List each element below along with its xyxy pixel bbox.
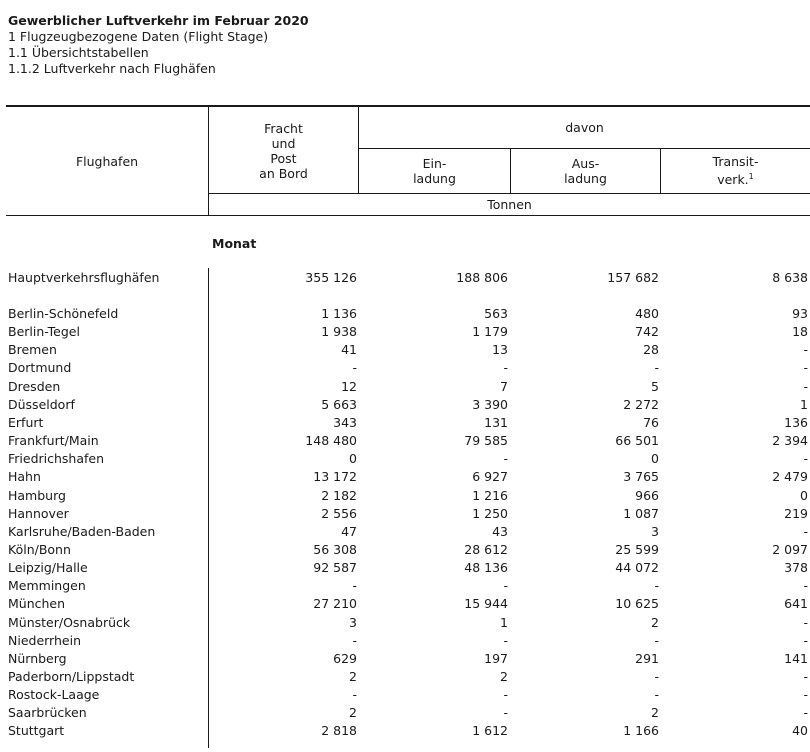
cell-transit: 141 xyxy=(784,651,808,666)
cell-transit: 641 xyxy=(784,596,808,611)
cell-einladung: - xyxy=(503,705,508,720)
cell-transit: 1 xyxy=(800,397,808,412)
cell-transit: - xyxy=(803,342,808,357)
row-name: Köln/Bonn xyxy=(8,542,71,557)
cell-einladung: 563 xyxy=(484,306,508,321)
table-row xyxy=(0,595,810,613)
table-row xyxy=(0,577,810,595)
cell-ausladung: 66 501 xyxy=(615,433,659,448)
row-name: Hamburg xyxy=(8,488,66,503)
cell-transit: 0 xyxy=(800,488,808,503)
row-name: Erfurt xyxy=(8,415,44,430)
cell-fracht: 5 663 xyxy=(321,397,357,412)
cell-ausladung: 291 xyxy=(635,651,659,666)
cell-einladung: 1 xyxy=(500,615,508,630)
cell-fracht: - xyxy=(352,687,357,702)
header-unit-label: Tonnen xyxy=(487,197,532,212)
table-row xyxy=(0,432,810,450)
cell-transit: - xyxy=(803,524,808,539)
table-row xyxy=(0,341,810,359)
table-row xyxy=(0,396,810,414)
cell-fracht: 27 210 xyxy=(313,596,357,611)
cell-transit: - xyxy=(803,578,808,593)
cell-fracht: 2 182 xyxy=(321,488,357,503)
cell-fracht: 41 xyxy=(341,342,357,357)
cell-einladung: - xyxy=(503,451,508,466)
cell-transit: 378 xyxy=(784,560,808,575)
chapter-heading: 1 Flugzeugbezogene Daten (Flight Stage) xyxy=(8,29,269,44)
cell-ausladung: 480 xyxy=(635,306,659,321)
cell-ausladung: 2 xyxy=(651,705,659,720)
table-row xyxy=(0,505,810,523)
cell-transit: 40 xyxy=(792,723,808,738)
row-name: Karlsruhe/Baden-Baden xyxy=(8,524,156,539)
table-row xyxy=(0,359,810,377)
cell-ausladung: 3 765 xyxy=(623,469,659,484)
cell-ausladung: - xyxy=(654,669,659,684)
header-davon-label: davon xyxy=(565,120,604,135)
cell-einladung: 197 xyxy=(484,651,508,666)
row-name: Memmingen xyxy=(8,578,86,593)
cell-ausladung: - xyxy=(654,687,659,702)
row-name: Paderborn/Lippstadt xyxy=(8,669,135,684)
cell-einladung: 28 612 xyxy=(464,542,508,557)
row-name: Hannover xyxy=(8,506,69,521)
cell-fracht: 355 126 xyxy=(305,270,357,285)
cell-einladung: 1 179 xyxy=(472,324,508,339)
cell-fracht: 2 818 xyxy=(321,723,357,738)
cell-einladung: 79 585 xyxy=(464,433,508,448)
cell-einladung: 131 xyxy=(484,415,508,430)
summary-row xyxy=(0,269,810,287)
cell-einladung: 15 944 xyxy=(464,596,508,611)
header-transit-line2 xyxy=(717,169,754,187)
cell-fracht: - xyxy=(352,360,357,375)
section-label-monat: Monat xyxy=(212,236,257,251)
cell-fracht: 343 xyxy=(333,415,357,430)
table-row xyxy=(0,450,810,468)
cell-transit: - xyxy=(803,360,808,375)
header-ausladung-line2: ladung xyxy=(564,171,607,186)
table-row xyxy=(0,523,810,541)
cell-ausladung: 10 625 xyxy=(615,596,659,611)
cell-ausladung: 5 xyxy=(651,379,659,394)
cell-einladung: - xyxy=(503,633,508,648)
header-ausladung xyxy=(511,149,660,193)
table-row xyxy=(0,668,810,686)
header-fracht-line3: Post xyxy=(270,151,297,166)
cell-fracht: - xyxy=(352,578,357,593)
table-row xyxy=(0,632,810,650)
header-transit xyxy=(661,149,810,193)
header-unit xyxy=(209,194,810,215)
header-ausladung-line1: Aus- xyxy=(571,156,600,171)
cell-ausladung: - xyxy=(654,360,659,375)
cell-ausladung: 25 599 xyxy=(615,542,659,557)
cell-einladung: 2 xyxy=(500,669,508,684)
row-name: Hahn xyxy=(8,469,41,484)
header-einladung-line2: ladung xyxy=(413,171,456,186)
table-row xyxy=(0,305,810,323)
cell-transit: 8 638 xyxy=(772,270,808,285)
cell-einladung: 43 xyxy=(492,524,508,539)
cell-transit: - xyxy=(803,669,808,684)
cell-ausladung: 28 xyxy=(643,342,659,357)
table-row xyxy=(0,722,810,740)
cell-einladung: 3 390 xyxy=(472,397,508,412)
cell-einladung: - xyxy=(503,360,508,375)
header-einladung-line1: Ein- xyxy=(422,156,447,171)
cell-fracht: - xyxy=(352,633,357,648)
cell-ausladung: 76 xyxy=(643,415,659,430)
cell-transit: - xyxy=(803,451,808,466)
table-row xyxy=(0,468,810,486)
cell-ausladung: 44 072 xyxy=(615,560,659,575)
cell-einladung: 1 250 xyxy=(472,506,508,521)
table-row xyxy=(0,686,810,704)
row-name: Frankfurt/Main xyxy=(8,433,99,448)
row-name: Friedrichshafen xyxy=(8,451,105,466)
cell-fracht: 92 587 xyxy=(313,560,357,575)
header-fracht-line4: an Bord xyxy=(259,166,308,181)
row-name: Rostock-Laage xyxy=(8,687,100,702)
cell-fracht: 2 556 xyxy=(321,506,357,521)
header-flughafen xyxy=(6,107,208,215)
cell-transit: 219 xyxy=(784,506,808,521)
cell-fracht: 2 xyxy=(349,669,357,684)
cell-transit: - xyxy=(803,615,808,630)
cell-fracht: 0 xyxy=(349,451,357,466)
header-transit-line2-text: verk. xyxy=(717,172,749,188)
row-name: Saarbrücken xyxy=(8,705,87,720)
cell-ausladung: 2 xyxy=(651,615,659,630)
cell-ausladung: 966 xyxy=(635,488,659,503)
header-bottom-rule xyxy=(6,215,810,216)
cell-ausladung: - xyxy=(654,578,659,593)
row-name: Berlin-Schönefeld xyxy=(8,306,119,321)
table-row xyxy=(0,614,810,632)
table-row xyxy=(0,487,810,505)
cell-fracht: 12 xyxy=(341,379,357,394)
row-name: Dresden xyxy=(8,379,61,394)
cell-ausladung: 0 xyxy=(651,451,659,466)
cell-ausladung: 1 166 xyxy=(623,723,659,738)
row-name: Hauptverkehrsflughäfen xyxy=(8,270,160,285)
cell-transit: - xyxy=(803,633,808,648)
cell-transit: - xyxy=(803,379,808,394)
cell-transit: 2 097 xyxy=(772,542,808,557)
cell-einladung: 7 xyxy=(500,379,508,394)
cell-fracht: 2 xyxy=(349,705,357,720)
cell-ausladung: 742 xyxy=(635,324,659,339)
header-flughafen-label: Flughafen xyxy=(75,153,139,169)
cell-einladung: 6 927 xyxy=(472,469,508,484)
cell-fracht: 3 xyxy=(349,615,357,630)
cell-einladung: 13 xyxy=(492,342,508,357)
row-name: Niederrhein xyxy=(8,633,81,648)
table-row xyxy=(0,541,810,559)
header-davon xyxy=(359,107,810,148)
row-name: Nürnberg xyxy=(8,651,67,666)
subsection-heading: 1.1.2 Luftverkehr nach Flughäfen xyxy=(8,61,216,76)
cell-einladung: - xyxy=(503,687,508,702)
cell-fracht: 1 938 xyxy=(321,324,357,339)
cell-fracht: 148 480 xyxy=(305,433,357,448)
cell-fracht: 1 136 xyxy=(321,306,357,321)
row-name: Düsseldorf xyxy=(8,397,75,412)
footnote-marker: 1 xyxy=(748,172,754,182)
cell-einladung: 48 136 xyxy=(464,560,508,575)
cell-ausladung: 2 272 xyxy=(623,397,659,412)
cell-fracht: 56 308 xyxy=(313,542,357,557)
cell-ausladung: - xyxy=(654,633,659,648)
cell-transit: - xyxy=(803,705,808,720)
cell-transit: 2 394 xyxy=(772,433,808,448)
cell-einladung: 188 806 xyxy=(456,270,508,285)
header-fracht xyxy=(209,109,358,193)
cell-transit: 18 xyxy=(792,324,808,339)
header-einladung xyxy=(359,149,510,193)
row-name: Stuttgart xyxy=(8,723,65,738)
cell-fracht: 629 xyxy=(333,651,357,666)
cell-ausladung: 157 682 xyxy=(607,270,659,285)
section-heading: 1.1 Übersichtstabellen xyxy=(8,45,149,60)
row-name: Dortmund xyxy=(8,360,72,375)
cell-einladung: 1 612 xyxy=(472,723,508,738)
table-row xyxy=(0,559,810,577)
table-row xyxy=(0,704,810,722)
cell-einladung: 1 216 xyxy=(472,488,508,503)
cell-ausladung: 3 xyxy=(651,524,659,539)
table-row xyxy=(0,414,810,432)
cell-fracht: 13 172 xyxy=(313,469,357,484)
cell-transit: 2 479 xyxy=(772,469,808,484)
cell-transit: - xyxy=(803,687,808,702)
row-name: Münster/Osnabrück xyxy=(8,615,131,630)
cell-einladung: - xyxy=(503,578,508,593)
cell-transit: 136 xyxy=(784,415,808,430)
cell-ausladung: 1 087 xyxy=(623,506,659,521)
table-row xyxy=(0,323,810,341)
table-row xyxy=(0,378,810,396)
cell-transit: 93 xyxy=(792,306,808,321)
row-name: Bremen xyxy=(8,342,57,357)
row-name: Berlin-Tegel xyxy=(8,324,80,339)
row-name: München xyxy=(8,596,66,611)
header-transit-line1: Transit- xyxy=(712,154,759,170)
cell-fracht: 47 xyxy=(341,524,357,539)
header-fracht-line2: und xyxy=(271,136,296,151)
table-row xyxy=(0,650,810,668)
row-name: Leipzig/Halle xyxy=(8,560,88,575)
document-title: Gewerblicher Luftverkehr im Februar 2020 xyxy=(8,13,309,28)
header-fracht-line1: Fracht xyxy=(264,121,303,136)
